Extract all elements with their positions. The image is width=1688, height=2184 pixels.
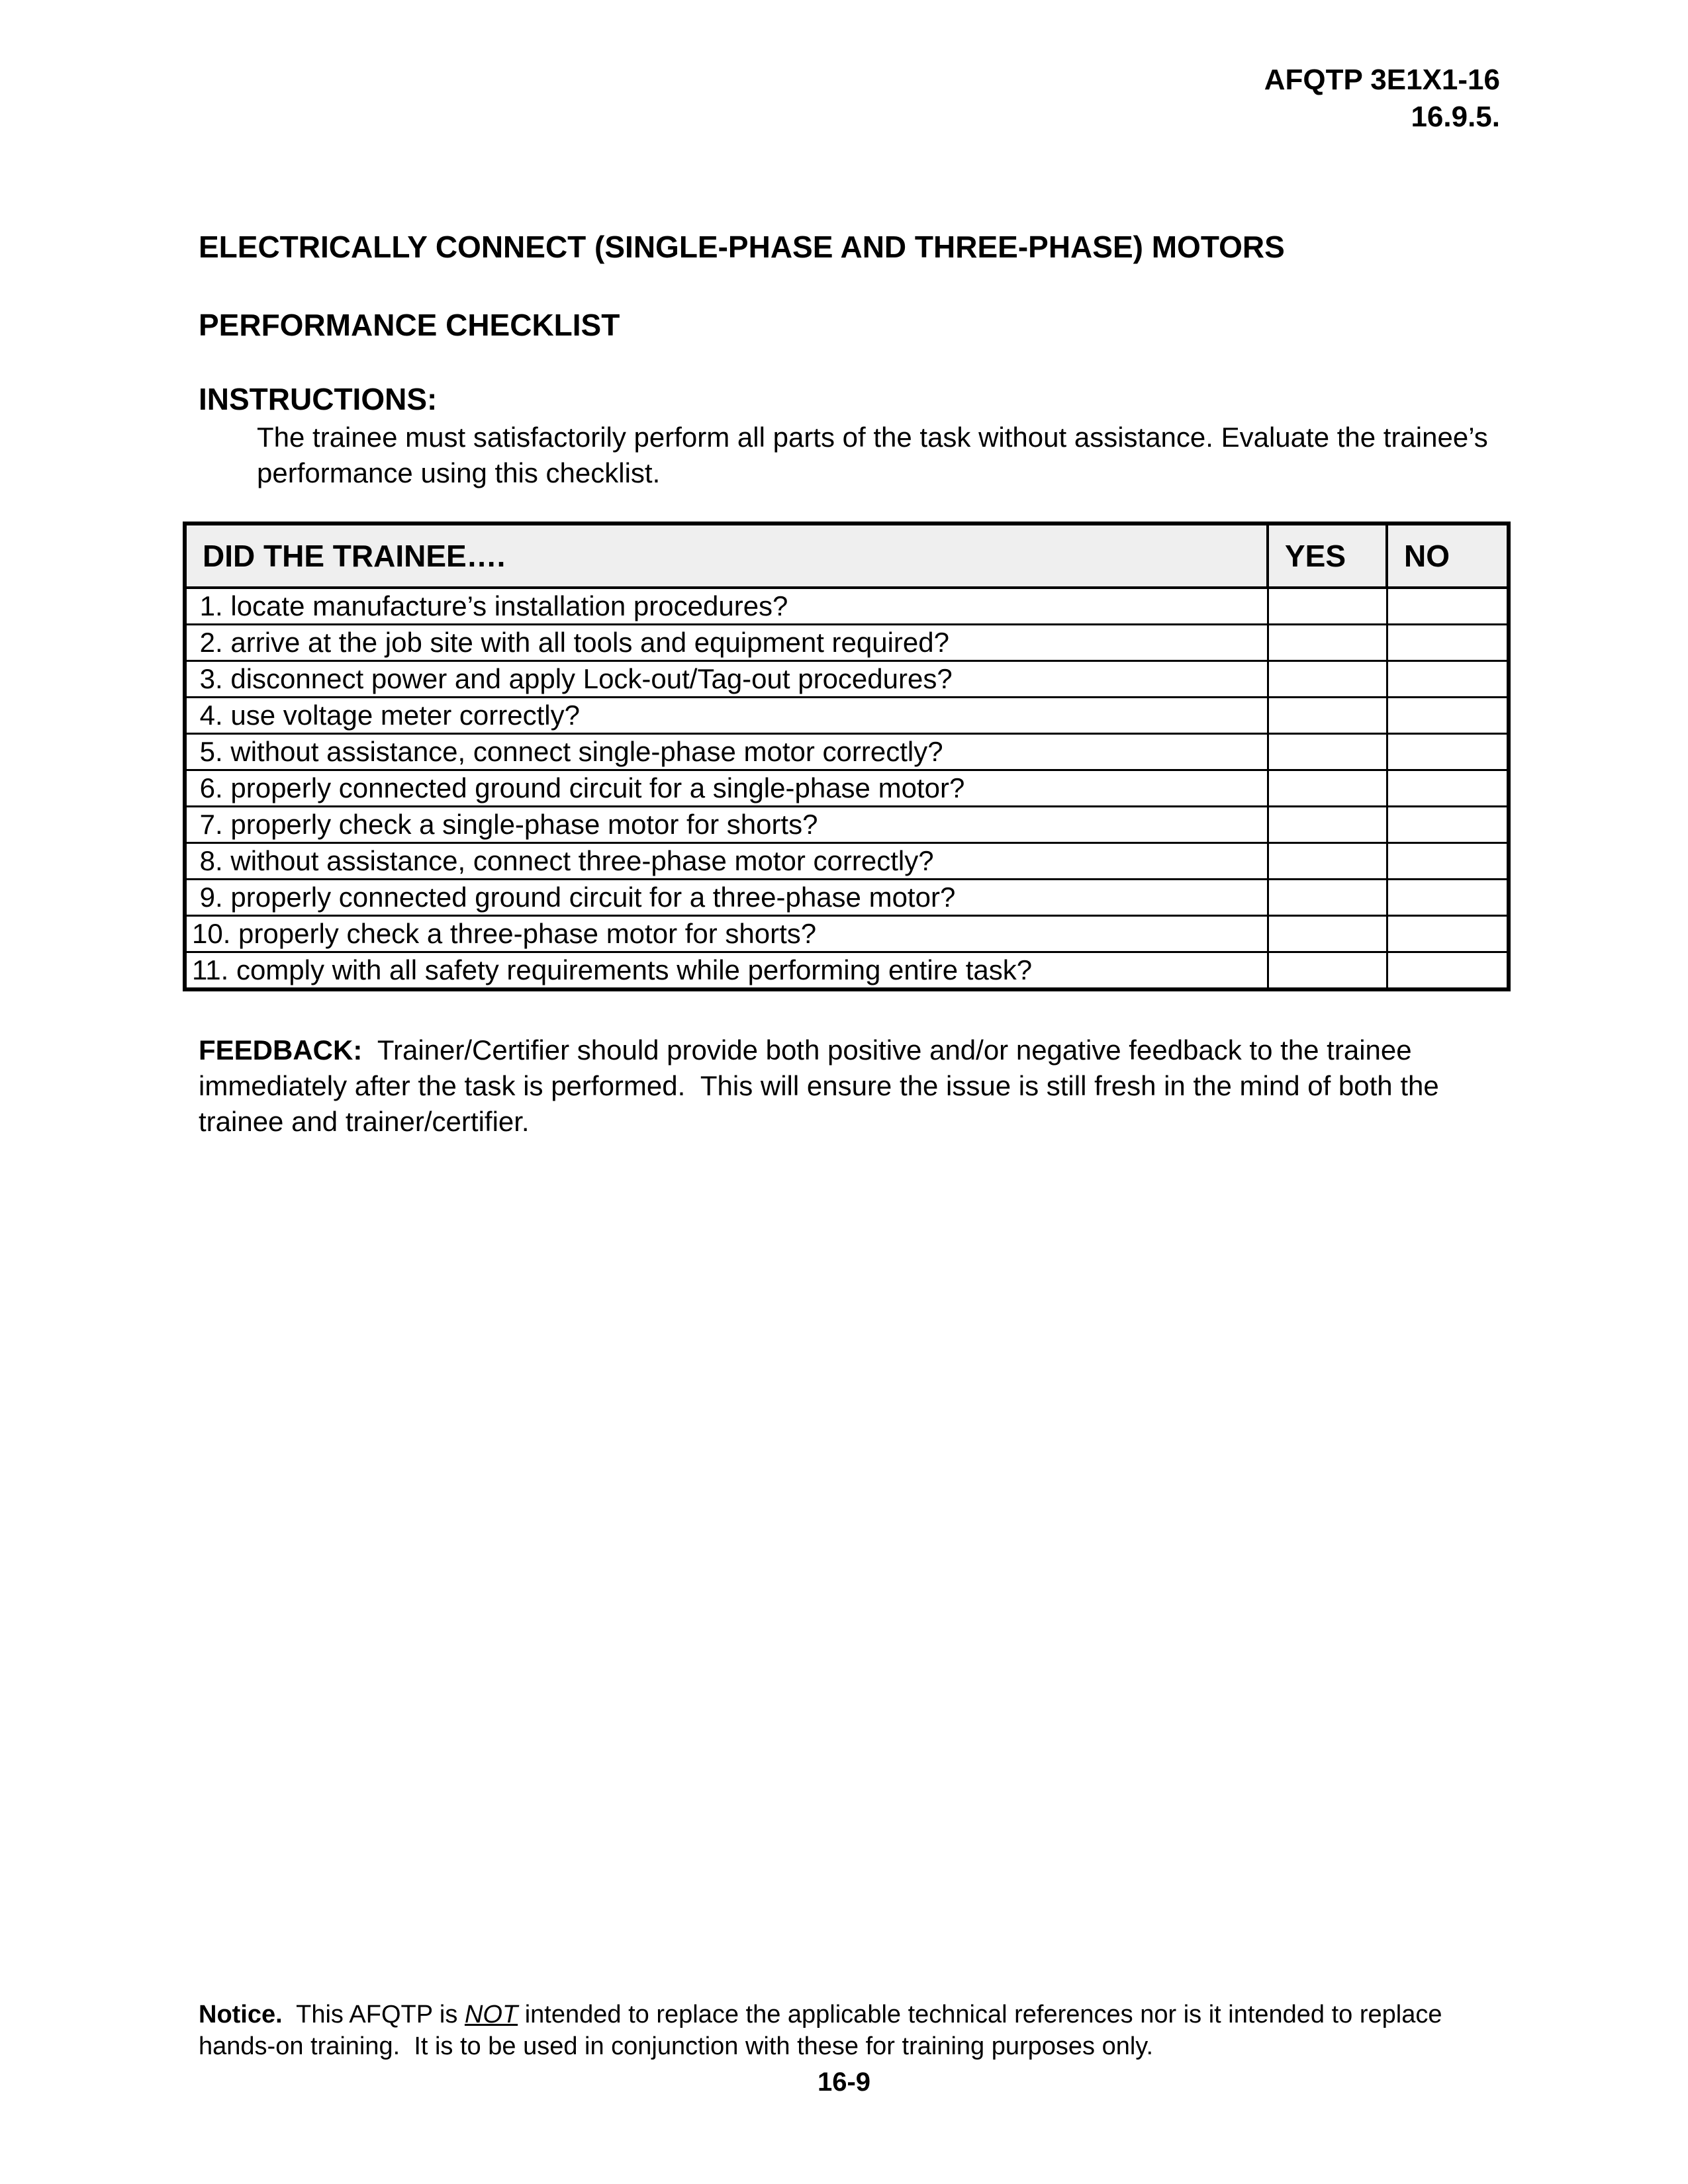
table-header-row [185, 523, 1509, 588]
yes-check-cell[interactable] [1268, 698, 1387, 734]
notice-label: Notice. [199, 2001, 283, 2028]
table-row [185, 698, 1509, 734]
no-check-cell[interactable] [1387, 588, 1509, 625]
no-check-cell[interactable] [1387, 952, 1509, 990]
table-row [185, 916, 1509, 952]
checklist-item-text: 11. comply with all safety requirements while performing entire task? [185, 952, 1268, 990]
feedback-paragraph [199, 1032, 1470, 1140]
yes-check-cell[interactable] [1268, 843, 1387, 880]
feedback-label: FEEDBACK: [199, 1034, 363, 1066]
table-row [185, 952, 1509, 990]
table-row [185, 734, 1509, 770]
table-row [185, 661, 1509, 698]
column-header-item: DID THE TRAINEE…. [185, 523, 1268, 588]
no-check-cell[interactable] [1387, 698, 1509, 734]
notice-text-before: This AFQTP is [282, 2001, 465, 2028]
checklist-item-text: 9. properly connected ground circuit for a three-phase motor? [185, 880, 1268, 916]
table-row [185, 625, 1509, 661]
checklist-item-text: 5. without assistance, connect single-phase motor correctly? [185, 734, 1268, 770]
yes-check-cell[interactable] [1268, 625, 1387, 661]
instructions-text: The trainee must satisfactorily perform all parts of the task without assistance. Evaluate the trainee’s performance using this checklist. [257, 422, 1488, 488]
checklist-item-text: 7. properly check a single-phase motor for shorts? [185, 807, 1268, 843]
column-header-no: NO [1387, 523, 1509, 588]
section-number: 16.9.5. [1411, 101, 1500, 133]
no-check-cell[interactable] [1387, 734, 1509, 770]
checklist-item-text: 3. disconnect power and apply Lock-out/Tag-out procedures? [185, 661, 1268, 698]
notice-text-after: intended to replace the applicable technical references nor is it intended to replace hands-on training. It is to be used in conjunction with these for training purposes only. [199, 2001, 1450, 2060]
yes-check-cell[interactable] [1268, 588, 1387, 625]
checklist-item-text: 4. use voltage meter correctly? [185, 698, 1268, 734]
performance-checklist-table [183, 522, 1511, 991]
checklist-item-text: 1. locate manufacture’s installation procedures? [185, 588, 1268, 625]
document-id: AFQTP 3E1X1-16 [1264, 64, 1500, 96]
page-title: ELECTRICALLY CONNECT (SINGLE-PHASE AND THREE-PHASE) MOTORS [199, 230, 1285, 264]
feedback-text: Trainer/Certifier should provide both positive and/or negative feedback to the trainee immediately after the task is performed. This will ensure the issue is still fresh in the mind of both the trainee and trainer/certifier. [199, 1034, 1447, 1137]
no-check-cell[interactable] [1387, 916, 1509, 952]
table-row [185, 770, 1509, 807]
column-header-yes: YES [1268, 523, 1387, 588]
instructions-heading: INSTRUCTIONS: [199, 382, 438, 416]
table-row [185, 843, 1509, 880]
table-row [185, 807, 1509, 843]
yes-check-cell[interactable] [1268, 952, 1387, 990]
notice-emphasis: NOT [464, 2001, 518, 2028]
no-check-cell[interactable] [1387, 770, 1509, 807]
yes-check-cell[interactable] [1268, 770, 1387, 807]
yes-check-cell[interactable] [1268, 916, 1387, 952]
checklist-body [185, 588, 1509, 989]
checklist-item-text: 8. without assistance, connect three-phase motor correctly? [185, 843, 1268, 880]
no-check-cell[interactable] [1387, 625, 1509, 661]
no-check-cell[interactable] [1387, 880, 1509, 916]
notice-paragraph [199, 1999, 1496, 2062]
no-check-cell[interactable] [1387, 807, 1509, 843]
yes-check-cell[interactable] [1268, 661, 1387, 698]
yes-check-cell[interactable] [1268, 880, 1387, 916]
checklist-item-text: 6. properly connected ground circuit for a single-phase motor? [185, 770, 1268, 807]
yes-check-cell[interactable] [1268, 807, 1387, 843]
no-check-cell[interactable] [1387, 843, 1509, 880]
table-row [185, 880, 1509, 916]
no-check-cell[interactable] [1387, 661, 1509, 698]
checklist-item-text: 2. arrive at the job site with all tools and equipment required? [185, 625, 1268, 661]
page-number: 16-9 [817, 2068, 871, 2097]
yes-check-cell[interactable] [1268, 734, 1387, 770]
checklist-heading: PERFORMANCE CHECKLIST [199, 308, 620, 342]
table-row [185, 588, 1509, 625]
checklist-item-text: 10. properly check a three-phase motor for shorts? [185, 916, 1268, 952]
